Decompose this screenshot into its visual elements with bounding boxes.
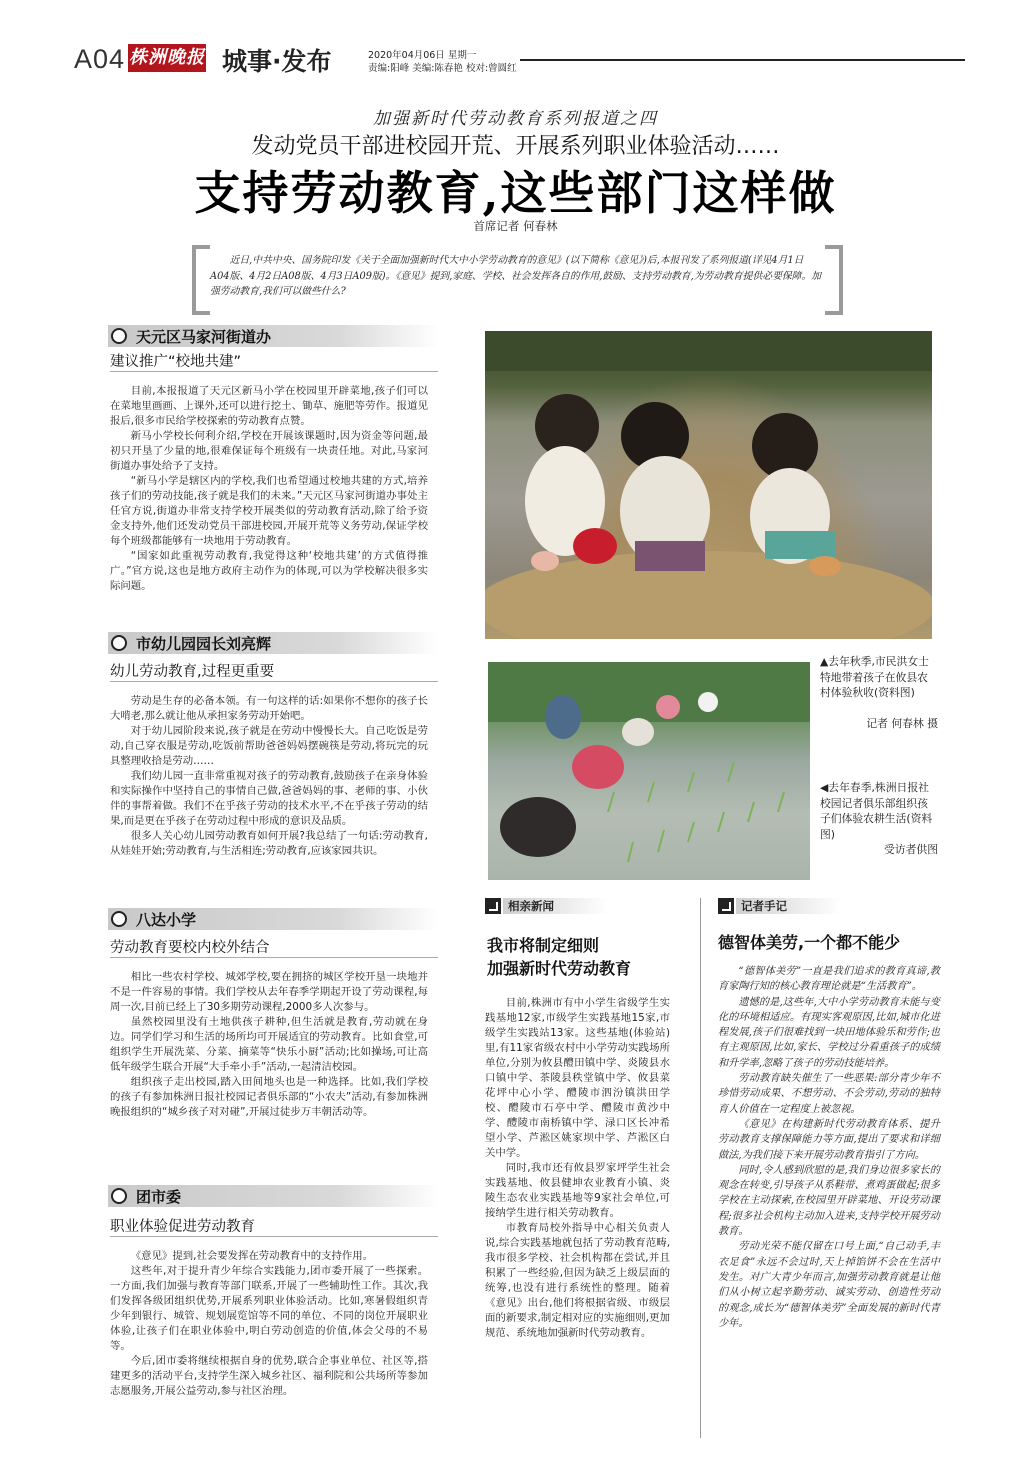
intro-bracket-right [825, 245, 843, 315]
section-head-youth-league: 团市委 [108, 1185, 438, 1207]
section-head-bada: 八达小学 [108, 908, 438, 930]
section-sub-youth-league: 职业体验促进劳动教育 [110, 1219, 255, 1235]
photo2-credit: 受访者供图 [884, 843, 938, 856]
section-sub-bada: 劳动教育要校内校外结合 [110, 940, 270, 956]
paper-logo: 株洲晚报 [128, 44, 206, 72]
section-sub-kindergarten: 幼儿劳动教育,过程更重要 [110, 664, 275, 680]
subheadline: 发动党员干部进校园开荒、开展系列职业体验活动…… [251, 134, 780, 159]
divider [110, 681, 438, 682]
related-news-tag: 相亲新闻 [485, 898, 615, 916]
photo2-caption: ◀去年春季,株洲日报社校园记者俱乐部组织孩子们体验农耕生活(资料图) [820, 781, 933, 841]
staff-line: 责编:阳峰 美编:陈春艳 校对:曾圆红 [368, 63, 517, 74]
section-sub-tianyuan: 建议推广“校地共建” [110, 354, 242, 370]
related-news-body: 目前,株洲市有中小学生省级学生实践基地12家,市级学生实践基地15家,市级学生实践站13家。这些基地(体验站)里,有11家省级农村中小学劳动实践场所单位,分别为攸县醴田镇中学、炎陵县水口镇中学、茶陵县秩堂镇中学、攸县菜花坪中心小学、醴陵市泗汾镇洪田学校、醴陵市石亭中学、醴陵市黄沙中学、醴陵市南桥镇中学、渌口区长冲希望小学、芦淞区姚家坝中学、芦淞区白关中学。 同时,我市还有攸县罗家坪学生社会实践基地、攸县健坤农业教育小镇、炎陵生态农业实践基地等9家社会单位,可接纳学生进行相关劳动教育。 市教育局校外指导中心相关负责人说,综合实践基地就包括了劳动教育范畴,我市很多学校、社会机构都在尝试,并且积累了一些经验,但因为缺乏上级层面的统筹,也没有进行系统性的整理。随着《意见》出台,他们将根据省级、市级层面的新要求,制定相对应的实施细则,更加规范、系统地加强新时代劳动教育。 [485, 997, 670, 1339]
circle-bullet-icon [111, 328, 127, 344]
headline: 支持劳动教育,这些部门这样做 [194, 166, 837, 220]
reporter-notes-body: “德智体美劳”一直是我们追求的教育真谛,教育家陶行知的核心教育理论就是“生活教育”。 遗憾的是,这些年,大中小学劳动教育未能与变化的环境相适应。有现实客观原因,比如,城市化进程发展,孩子们很难找到一块田地体验乐和劳作;也有主观原因,比如,家长、学校过分看重孩子的成绩和升学率,忽略了孩子的劳动技能培养。 劳动教育缺失催生了一些恶果:部分青少年不珍惜劳动成果、不想劳动、不会劳动,劳动的独特育人价值在一定程度上被忽视。 《意见》在构建新时代劳动教育体系、提升劳动教育支撑保障能力等方面,提出了要求和详细做法,为我们接下来开展劳动教育指引了方向。 同时,令人感到欣慰的是,我们身边很多家长的观念在转变,引导孩子从系鞋带、煮鸡蛋做起;很多学校在主动探索,在校园里开辟菜地、开设劳动课程;很多社会机构主动加入进来,支持学校开展劳动教育。 劳动光荣不能仅留在口号上面,“自己动手,丰衣足食”永远不会过时,天上掉馅饼不会在生活中发生。对广大青少年而言,加强劳动教育就是让他们从小树立起辛勤劳动、诚实劳动、创造性劳动的观念,成长为“德智体美劳”全面发展的新时代青少年。 [718, 966, 940, 1329]
section-head-kindergarten: 市幼儿园园长刘亮辉 [108, 632, 438, 654]
article-body-tianyuan: 目前,本报报道了天元区新马小学在校园里开辟菜地,孩子们可以在菜地里画画、上课外,还可以进行挖土、锄草、施肥等劳作。报道见报后,很多市民给学校探索的劳动教育点赞。 新马小学校长何利介绍,学校在开展该课题时,因为资金等问题,最初只开垦了少量的地,很难保证每个班级有一块责任地。对此,马家河街道办事处给予了支持。 “新马小学是辖区内的学校,我们也希望通过校地共建的方式,培养孩子们的劳动技能,孩子就是我们的未来。”天元区马家河街道办事处主任官方说,街道办非常支持学校开展类似的劳动教育活动,除了给予资金支持外,他们还发动党员干部进校园,开展开荒等义务劳动,保证学校每个班级都能够有一块地用于劳动教育。 “国家如此重视劳动教育,我觉得这种‘校地共建’的方式值得推广。”官方说,这也是地方政府主动作为的体现,可以为学校解决很多实际问题。 [110, 385, 428, 592]
article-body-kindergarten: 劳动是生存的必备本领。有一句这样的话:如果你不想你的孩子长大啃老,那么就让他从承担家务劳动开始吧。 对于幼儿园阶段来说,孩子就是在劳动中慢慢长大。自己吃饭是劳动,自己穿衣服是劳动,吃饭前帮助爸爸妈妈摆碗筷是劳动,将玩完的玩具整理收拾是劳动…… 我们幼儿园一直非常重视对孩子的劳动教育,鼓励孩子在亲身体验和实际操作中坚持自己的事情自己做,爸爸妈妈的事、老师的事、小伙伴的事帮着做。我们不在乎孩子劳动的技术水平,不在乎孩子劳动的结果,而是更在乎孩子在劳动过程中形成的意识及品质。 很多人关心幼儿园劳动教育如何开展?我总结了一句话:劳动教育,从娃娃开始;劳动教育,与生活相连;劳动教育,应该家园共识。 [110, 695, 428, 857]
photo1-caption: ▲去年秋季,市民洪女士特地带着孩子在攸县农村体验秋收(资料图) [820, 655, 929, 699]
circle-bullet-icon [111, 1188, 127, 1204]
photo1-credit: 记者 何春林 摄 [866, 717, 938, 730]
divider [110, 1236, 438, 1237]
column-rule [700, 898, 701, 1438]
related-news-title: 我市将制定细则 加强新时代劳动教育 [487, 936, 632, 978]
date-line: 2020年04月06日 星期一 [368, 50, 477, 61]
circle-bullet-icon [111, 911, 127, 927]
article-body-youth-league: 《意见》提到,社会要发挥在劳动教育中的支持作用。 这些年,对于提升青少年综合实践能力,团市委开展了一些探索。一方面,我们加强与教育等部门联系,开展了一些辅助性工作。其次,我们发挥各级团组织优势,开展系列职业体验活动。比如,寒暑假组织青少年到银行、城管、规划展览馆等不同的单位、不同的岗位开展职业体验,让孩子们在职业体验中,明白劳动创造的价值,体会父母的不易等。 今后,团市委将继续根据自身的优势,联合企事业单位、社区等,搭建更多的活动平台,支持学生深入城乡社区、福利院和公共场所等参加志愿服务,开展公益劳动,参与社区治理。 [110, 1250, 428, 1397]
photo-rice-paddy [488, 662, 810, 880]
page-number: A04 [74, 44, 126, 74]
arrow-marker-icon [718, 898, 734, 914]
section-head-tianyuan: 天元区马家河街道办 [108, 325, 438, 347]
intro-paragraph: 近日,中共中央、国务院印发《关于全面加强新时代大中小学劳动教育的意见》(以下简称《意见》)后,本报刊发了系列报道(详见4月1日A04版、4月2日A08版、4月3日A09版)。《意见》提到,家庭、学校、社会发挥各自的作用,鼓励、支持劳动教育,为劳动教育提供必要保障。加强劳动教育,我们可以做些什么? [210, 255, 822, 297]
masthead-rule [520, 59, 965, 61]
circle-bullet-icon [111, 635, 127, 651]
series-kicker: 加强新时代劳动教育系列报道之四 [373, 109, 658, 129]
section-title: 城事·发布 [222, 47, 332, 76]
intro-bracket-left [192, 245, 210, 315]
byline: 首席记者 何春林 [473, 219, 558, 233]
article-body-bada: 相比一些农村学校、城郊学校,要在拥挤的城区学校开垦一块地并不是一件容易的事情。我们学校从去年春季学期起开设了劳动课程,每周一次,目前已经上了30多期劳动课程,2000多人次参与。 虽然校园里没有土地供孩子耕种,但生活就是教育,劳动就在身边。同学们学习和生活的场所均可开展适宜的劳动教育。比如食堂,可组织学生开展洗菜、分菜、摘菜等“快乐小厨”活动;比如操场,可让高低年级学生联合开展“大手牵小手”活动,一起清洁校园。 组织孩子走出校园,踏入田间地头也是一种选择。比如,我们学校的孩子有参加株洲日报社校园记者俱乐部的“小农夫”活动,有参加株洲晚报组织的“城乡孩子对对碰”,开展过徒步万丰朝活动等。 [110, 971, 428, 1118]
arrow-marker-icon [485, 898, 501, 914]
photo-children-harvest [485, 331, 932, 639]
divider [110, 957, 438, 958]
reporter-notes-title: 德智体美劳,一个都不能少 [718, 933, 901, 952]
reporter-notes-tag: 记者手记 [718, 898, 848, 916]
divider [110, 371, 438, 372]
